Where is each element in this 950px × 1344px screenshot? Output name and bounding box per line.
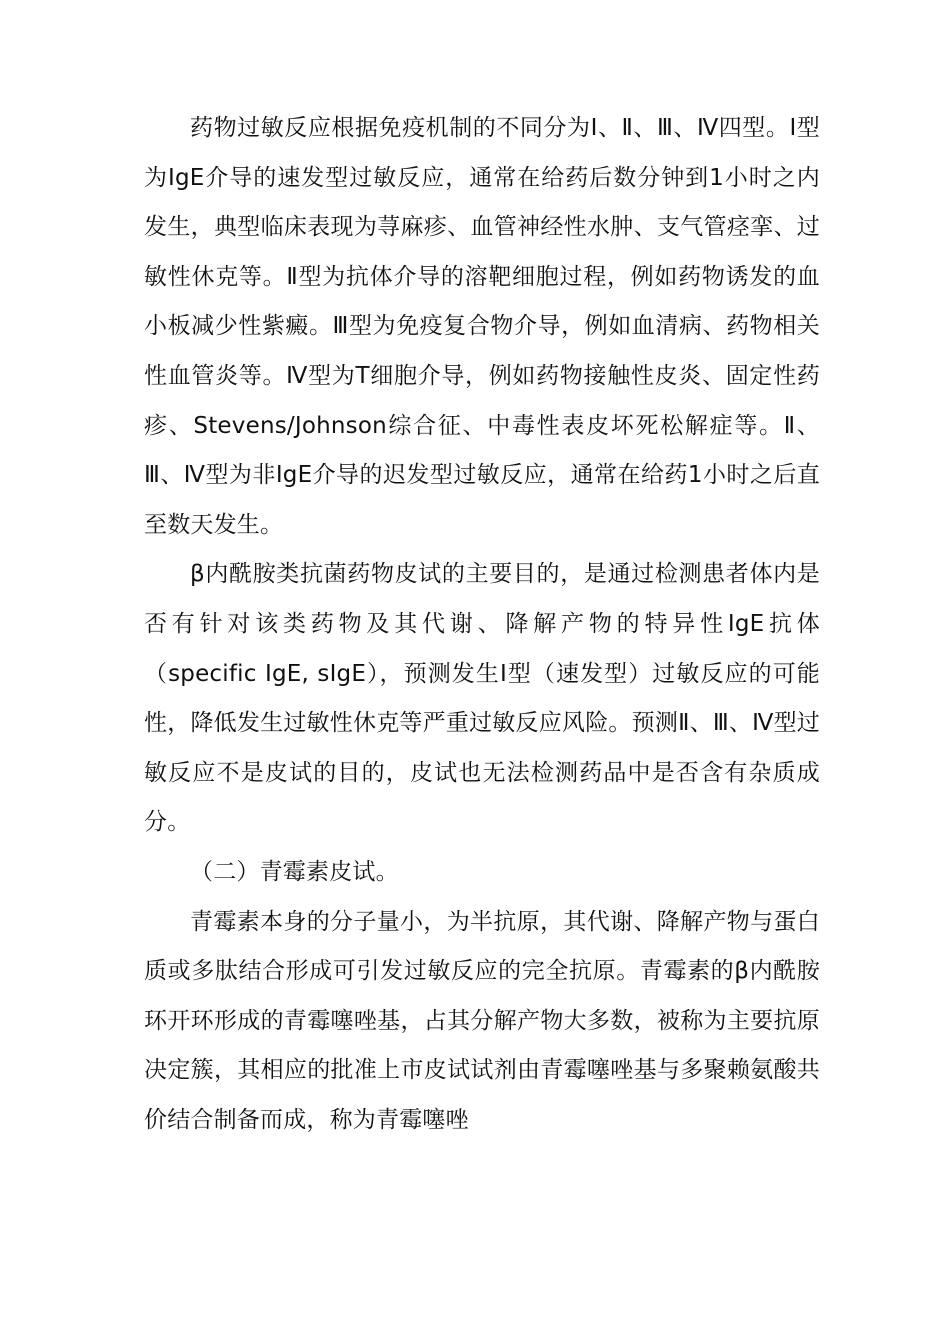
paragraph-allergy-types: 药物过敏反应根据免疫机制的不同分为Ⅰ、Ⅱ、Ⅲ、Ⅳ四型。Ⅰ型为IgE介导的速发型过敏反应，通常在给药后数分钟到1小时之内发生，典型临床表现为荨麻疹、血管神经性水肿、支气管痉挛、过敏性休克等。Ⅱ型为抗体介导的溶靶细胞过程，例如药物诱发的血小板减少性紫癜。Ⅲ型为免疫复合物介导，例如血清病、药物相关性血管炎等。Ⅳ型为T细胞介导，例如药物接触性皮炎、固定性药疹、Stevens/Johnson综合征、中毒性表皮坏死松解症等。Ⅱ、Ⅲ、Ⅳ型为非IgE介导的迟发型过敏反应，通常在给药1小时之后直至数天发生。 <box>144 115 820 538</box>
section-heading-penicillin-skin-test: （二）青霉素皮试。 <box>190 858 399 885</box>
document-body <box>144 104 820 1145</box>
paragraph-skin-test-purpose: β内酰胺类抗菌药物皮试的主要目的，是通过检测患者体内是否有针对该类药物及其代谢、降解产物的特异性IgE抗体（specific IgE, sIgE），预测发生Ⅰ型（速发型）过敏反应的可能性，降低发生过敏性休克等严重过敏反应风险。预测Ⅱ、Ⅲ、Ⅳ型过敏反应不是皮试的目的，皮试也无法检测药品中是否含有杂质成分。 <box>144 561 820 836</box>
paragraph-penicillin-antigen: 青霉素本身的分子量小，为半抗原，其代谢、降解产物与蛋白质或多肽结合形成可引发过敏反应的完全抗原。青霉素的β内酰胺环开环形成的青霉噻唑基，占其分解产物大多数，被称为主要抗原决定簇，其相应的批准上市皮试试剂由青霉噻唑基与多聚赖氨酸共价结合制备而成，称为青霉噻唑 <box>144 908 820 1133</box>
